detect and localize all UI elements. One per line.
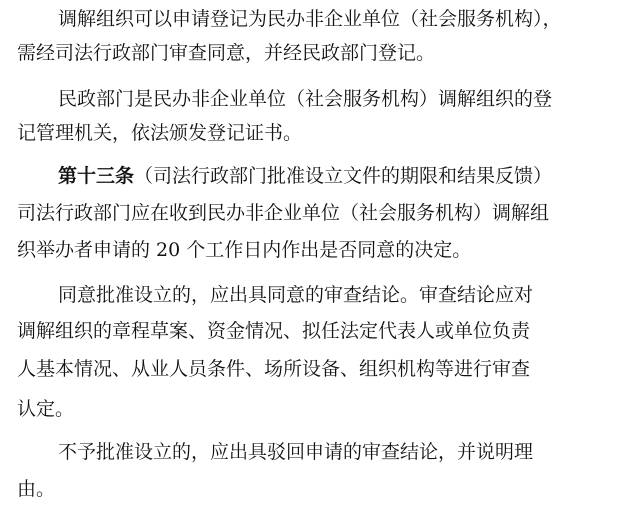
paragraph-2-line-1: 民政部门是民办非企业单位（社会服务机构）调解组织的登 xyxy=(58,88,553,110)
paragraph-5-line-2: 由。 xyxy=(17,478,56,500)
paragraph-1-line-1: 调解组织可以申请登记为民办非企业单位（社会服务机构）， xyxy=(58,8,562,30)
article-title: （司法行政部门批准设立文件的期限和结果反馈） xyxy=(134,165,553,187)
paragraph-4-line-3: 人基本情况、从业人员条件、场所设备、组织机构等进行审查 xyxy=(17,358,531,380)
paragraph-4-line-1: 同意批准设立的，应出具同意的审查结论。审查结论应对 xyxy=(58,284,534,306)
article-13-first-line xyxy=(58,163,624,189)
paragraph-4-line-2: 调解组织的章程草案、资金情况、拟任法定代表人或单位负责 xyxy=(17,320,531,342)
paragraph-3-line-2: 司法行政部门应在收到民办非企业单位（社会服务机构）调解组 xyxy=(17,202,550,224)
paragraph-2-line-2: 记管理机关，依法颁发登记证书。 xyxy=(17,122,303,144)
article-heading: 第十三条 xyxy=(58,165,135,187)
paragraph-5-line-1: 不予批准设立的，应出具驳回申请的审查结论，并说明理 xyxy=(58,441,534,463)
paragraph-3-line-3: 织举办者申请的 20 个工作日内作出是否同意的决定。 xyxy=(17,239,472,261)
paragraph-4-line-4: 认定。 xyxy=(17,398,75,420)
paragraph-1-line-2: 需经司法行政部门审查同意，并经民政部门登记。 xyxy=(17,42,436,64)
